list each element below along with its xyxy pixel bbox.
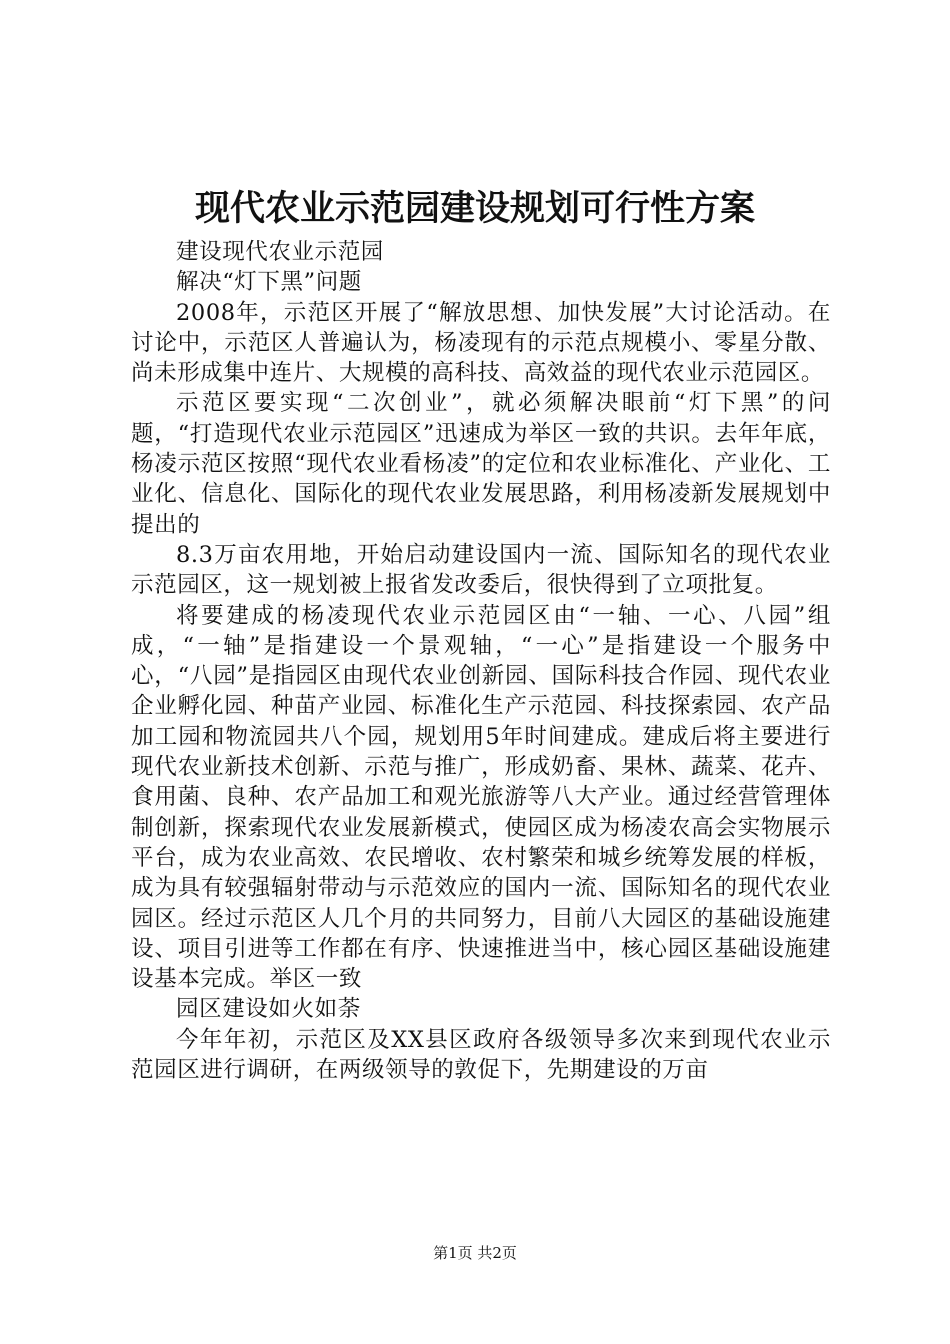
paragraph: 将要建成的杨凌现代农业示范园区由“一轴、一心、八园”组成，“一轴”是指建设一个景观轴，“一心”是指建设一个服务中心，“八园”是指园区由现代农业创新园、国际科技合作园、现代农业企业孵化园、种苗产业园、标准化生产示范园、科技探索园、农产品加工园和物流园共八个园，规划用5年时间建成。建成后将主要进行现代农业新技术创新、示范与推广，形成奶畜、果林、蔬菜、花卉、食用菌、良种、农产品加工和观光旅游等八大产业。通过经营管理体制创新，探索现代农业发展新模式，使园区成为杨凌农高会实物展示平台，成为农业高效、农民增收、农村繁荣和城乡统筹发展的样板，成为具有较强辐射带动与示范效应的国内一流、国际知名的现代农业园区。经过示范区人几个月的共同努力，目前八大园区的基础设施建设、项目引进等工作都在有序、快速推进当中，核心园区基础设施建设基本完成。举区一致 <box>131 602 831 993</box>
paragraph-heading-3: 园区建设如火如荼 <box>176 996 361 1023</box>
paragraph: 示范区要实现“二次创业”，就必须解决眼前“灯下黑”的问题，“打造现代农业示范园区”迅速成为举区一致的共识。去年年底，杨凌示范区按照“现代农业看杨凌”的定位和农业标准化、产业化、工业化、信息化、国际化的现代农业发展思路，利用杨凌新发展规划中提出的 <box>131 390 831 538</box>
document-body <box>131 237 831 1085</box>
paragraph-heading-1: 建设现代农业示范园 <box>176 239 384 265</box>
paragraph: 2008年，示范区开展了“解放思想、加快发展”大讨论活动。在讨论中，示范区人普遍认为，杨凌现有的示范点规模小、零星分散、尚未形成集中连片、大规模的高科技、高效益的现代农业示范园区。 <box>131 299 831 387</box>
paragraph: 8.3万亩农用地，开始启动建设国内一流、国际知名的现代农业示范园区，这一规划被上报省发改委后，很快得到了立项批复。 <box>131 541 831 599</box>
paragraph-heading-2: 解决“灯下黑”问题 <box>176 269 362 296</box>
page-number-footer: 第1页 共2页 <box>433 1244 517 1262</box>
document-title: 现代农业示范园建设规划可行性方案 <box>194 189 755 229</box>
paragraph: 今年年初，示范区及XX县区政府各级领导多次来到现代农业示范园区进行调研，在两级领导的敦促下，先期建设的万亩 <box>131 1026 831 1084</box>
